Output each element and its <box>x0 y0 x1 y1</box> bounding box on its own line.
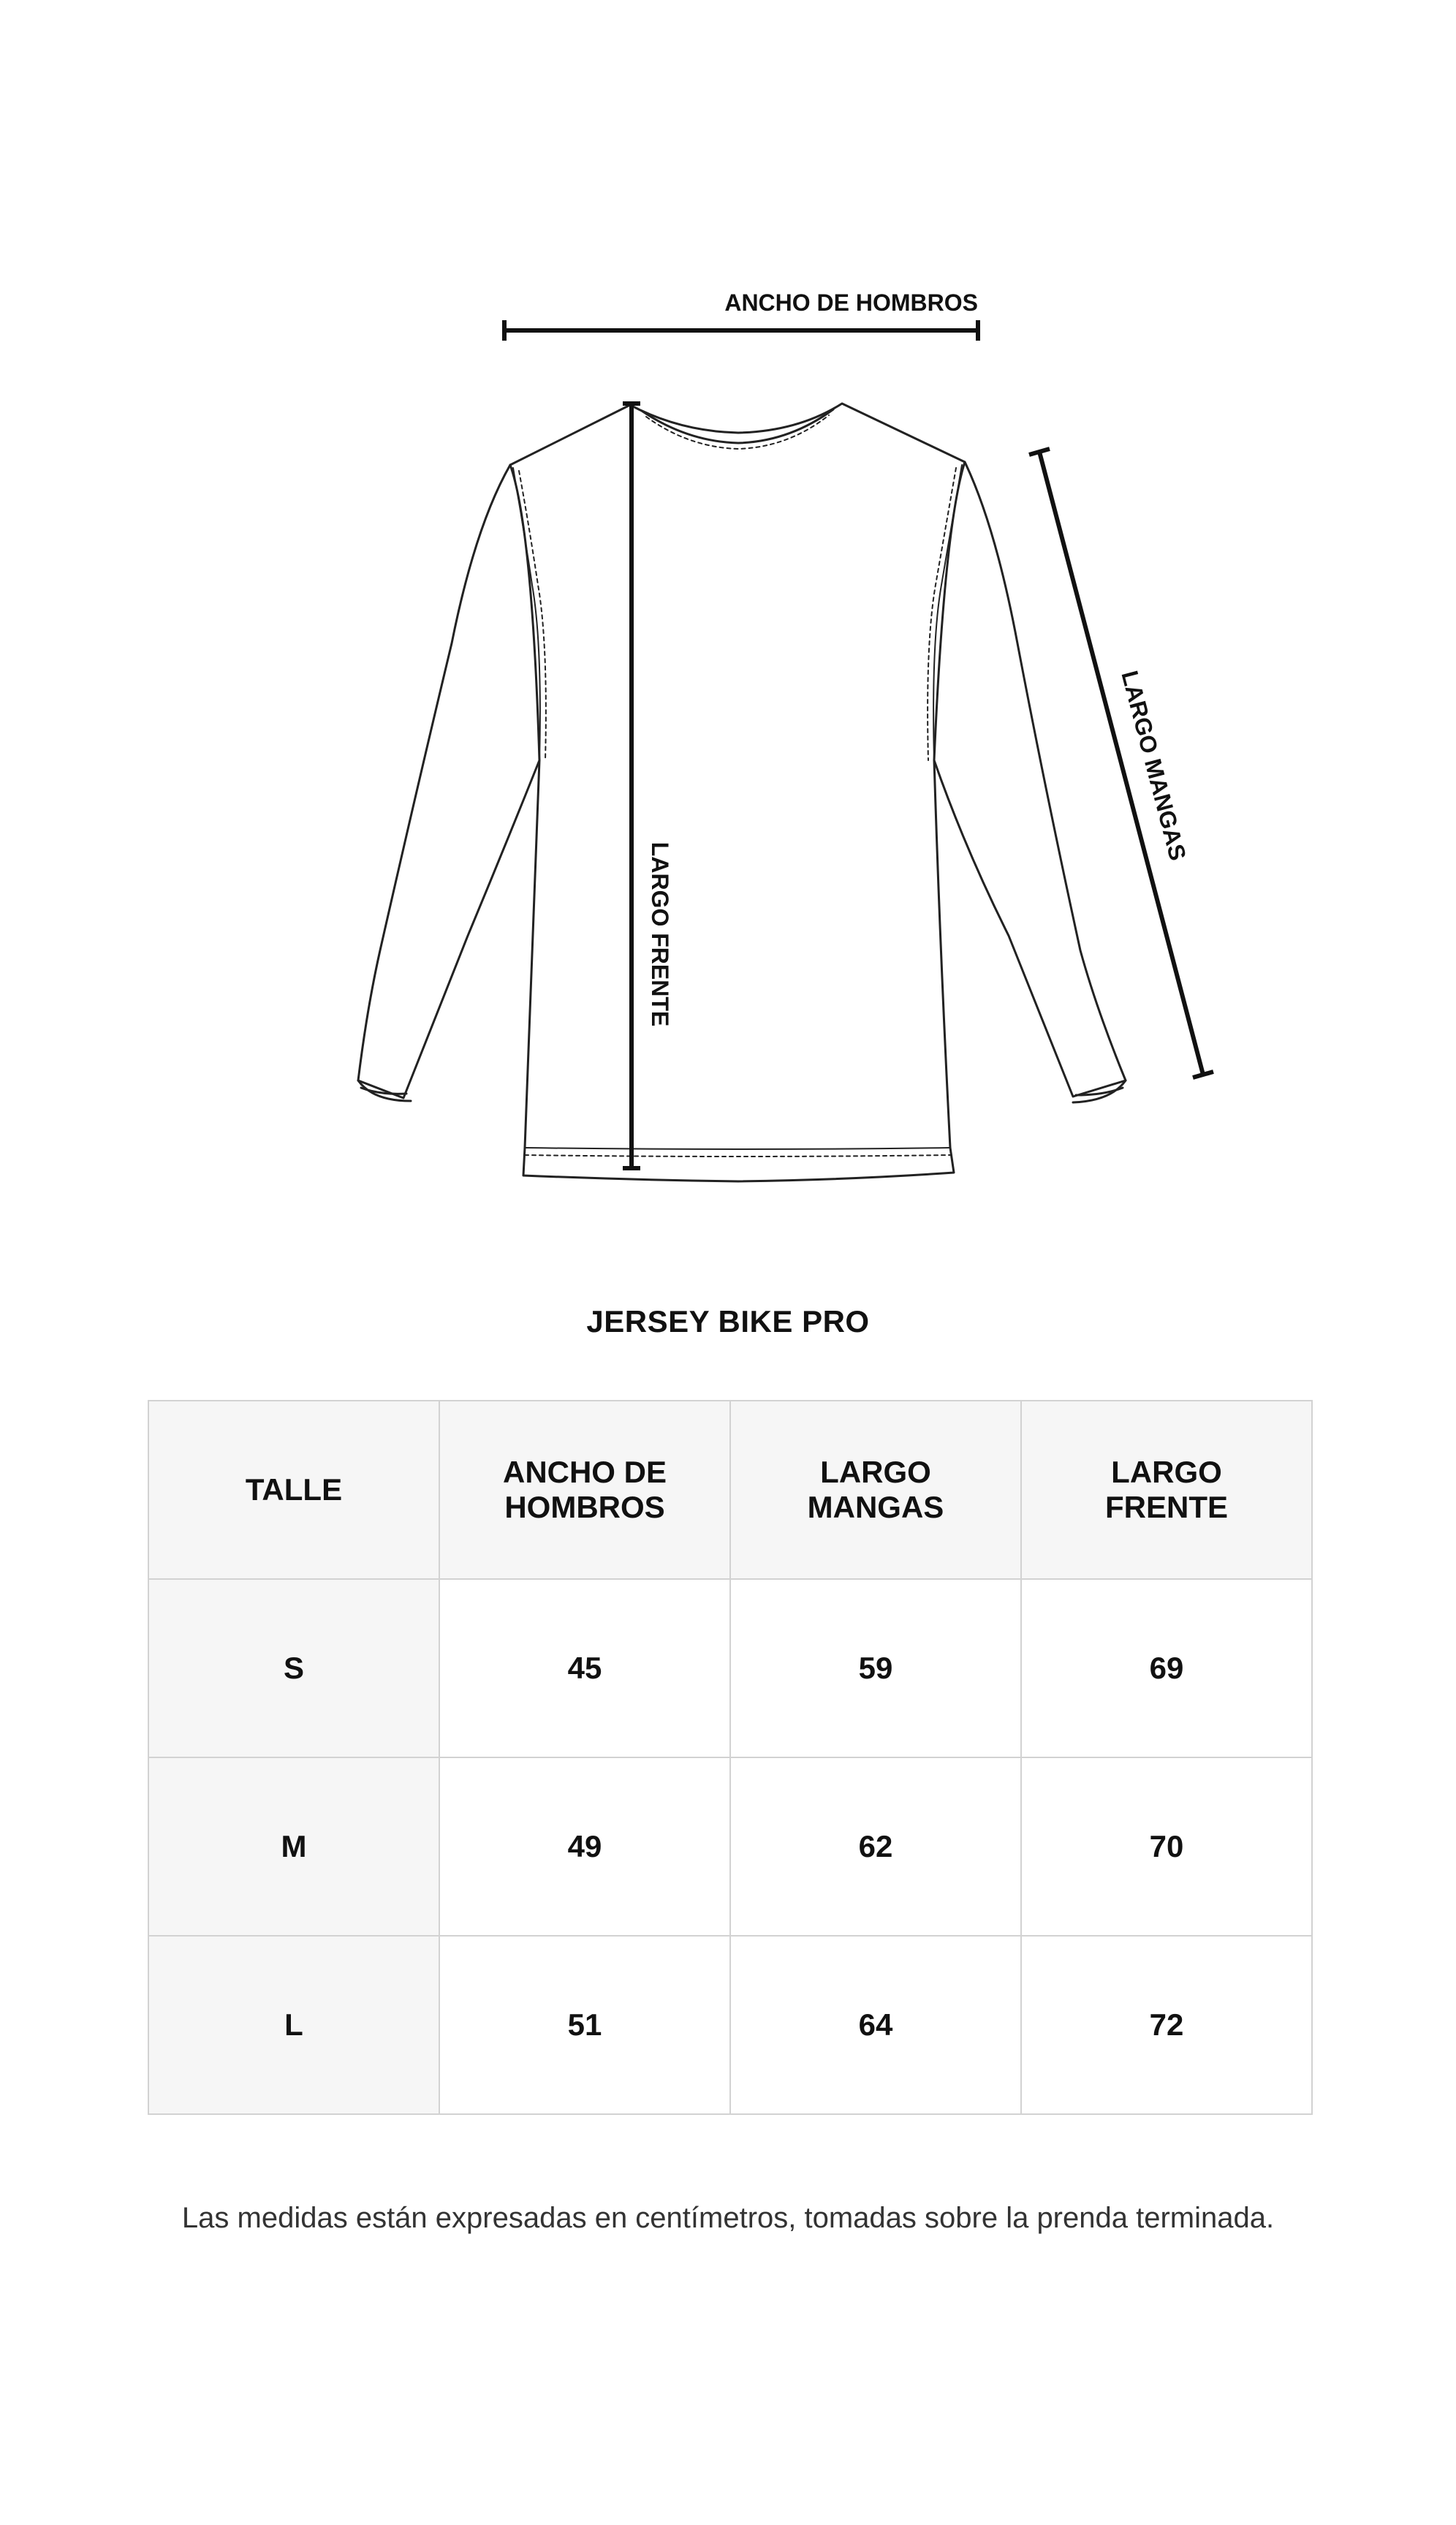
table-row <box>148 1936 1312 2114</box>
shoulder-cell: 49 <box>439 1757 730 1936</box>
header-sleeve-length: LARGO MANGAS <box>730 1401 1021 1579</box>
front-cell: 72 <box>1021 1936 1312 2114</box>
sleeve-cell: 62 <box>730 1757 1021 1936</box>
sleeve-length-label: LARGO MANGAS <box>1116 667 1191 863</box>
sleeve-cell: 59 <box>730 1579 1021 1757</box>
sleeve-cell: 64 <box>730 1936 1021 2114</box>
measurement-note: Las medidas están expresadas en centímetros, tomadas sobre la prenda terminada. <box>181 2202 1275 2234</box>
shoulder-width-dimension <box>504 289 978 341</box>
front-cell: 70 <box>1021 1757 1312 1936</box>
front-length-dimension <box>623 404 673 1168</box>
size-chart-table <box>148 1400 1313 2115</box>
jersey-technical-drawing <box>0 0 1456 1257</box>
jersey-outline <box>358 404 1126 1181</box>
table-row <box>148 1757 1312 1936</box>
sleeve-length-dimension <box>1029 449 1213 1078</box>
header-shoulder-width: ANCHO DE HOMBROS <box>439 1401 730 1579</box>
shoulder-width-label: ANCHO DE HOMBROS <box>724 289 978 316</box>
front-cell: 69 <box>1021 1579 1312 1757</box>
front-length-label: LARGO FRENTE <box>647 841 673 1027</box>
product-title: JERSEY BIKE PRO <box>586 1304 870 1339</box>
size-cell: M <box>148 1757 439 1936</box>
table-header-row <box>148 1401 1312 1579</box>
table-row <box>148 1579 1312 1757</box>
size-cell: S <box>148 1579 439 1757</box>
size-cell: L <box>148 1936 439 2114</box>
header-size: TALLE <box>148 1401 439 1579</box>
header-front-length: LARGO FRENTE <box>1021 1401 1312 1579</box>
shoulder-cell: 51 <box>439 1936 730 2114</box>
shoulder-cell: 45 <box>439 1579 730 1757</box>
